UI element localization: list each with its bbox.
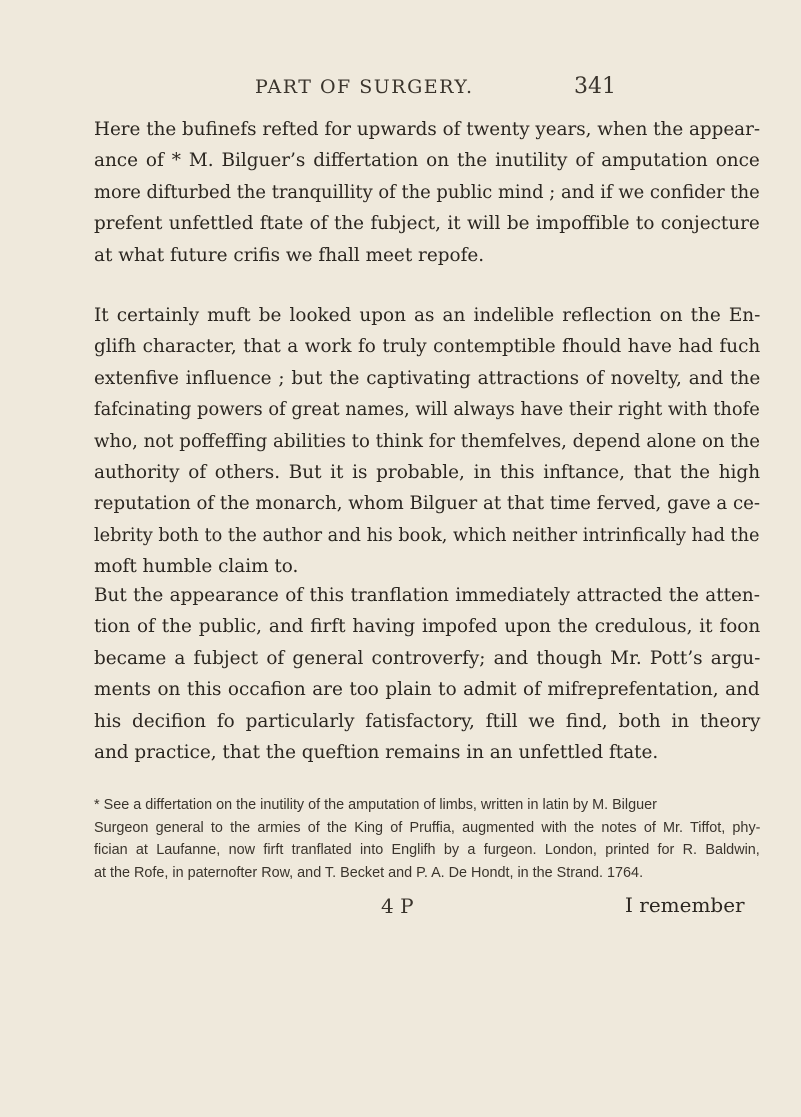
- text-line: It certainly muft be looked upon as an indelible reflection on the En-: [94, 305, 761, 326]
- text-line: his decifion fo particularly fatisfactory, ftill we find, both in theory: [94, 710, 761, 732]
- text-line: glifh character, that a work fo truly contemptible fhould have had fuch: [94, 336, 761, 358]
- text-line: ance of * M. Bilguer’s differtation on the inutility of amputation once: [94, 150, 760, 172]
- footnote-line: fician at Laufanne, now firft tranflated into Englifh by a furgeon. London, printed for R. Baldwin,: [94, 842, 760, 858]
- text-line: reputation of the monarch, whom Bilguer at that time ferved, gave a ce-: [94, 493, 761, 515]
- text-line: ments on this occafion are too plain to admit of mifreprefentation, and: [94, 679, 760, 701]
- running-title: PART OF SURGERY.: [255, 76, 474, 98]
- text-line: became a fubject of general controverfy; and though Mr. Pott’s argu-: [94, 647, 761, 669]
- paragraph-2: [94, 300, 760, 583]
- text-line: lebrity both to the author and his book, which neither intrinfically had the: [94, 524, 760, 546]
- footnote-line: at the Rofe, in paternofter Row, and T. Becket and P. A. De Hondt, in the Strand. 1764.: [94, 864, 644, 881]
- text-line: prefent unfettled ftate of the fubject, it will be impoffible to conjecture: [94, 213, 760, 235]
- paragraph-3: [94, 580, 760, 768]
- text-line: moft humble claim to.: [94, 556, 299, 578]
- text-line: fafcinating powers of great names, will always have their right with thofe: [94, 399, 760, 421]
- text-line: But the appearance of this tranflation immediately attracted the atten-: [94, 585, 760, 606]
- text-line: and practice, that the queftion remains in an unfettled ftate.: [94, 742, 659, 764]
- text-line: at what future crifis we fhall meet repofe.: [94, 244, 485, 266]
- page-number: 341: [574, 74, 616, 99]
- footnote: [94, 794, 760, 884]
- footnote-line: * See a differtation on the inutility of the amputation of limbs, written in latin by M. Bilguer: [94, 797, 657, 813]
- paragraph-1: [94, 114, 760, 271]
- text-line: extenfive influence ; but the captivating attractions of novelty, and the: [94, 367, 761, 389]
- text-line: Here the bufinefs refted for upwards of twenty years, when the appear-: [94, 119, 761, 140]
- text-line: more difturbed the tranquillity of the public mind ; and if we confider the: [94, 181, 760, 203]
- signature-mark: 4 P: [381, 894, 414, 918]
- text-line: tion of the public, and firft having impofed upon the credulous, it foon: [94, 616, 761, 638]
- text-line: authority of others. But it is probable, in this inftance, that the high: [94, 462, 761, 484]
- catchword: I remember: [625, 893, 745, 917]
- text-line: who, not poffeffing abilities to think for themfelves, depend alone on the: [94, 430, 760, 452]
- footnote-line: Surgeon general to the armies of the King of Pruffia, augmented with the notes of Mr. Tiffot, phy-: [94, 819, 761, 836]
